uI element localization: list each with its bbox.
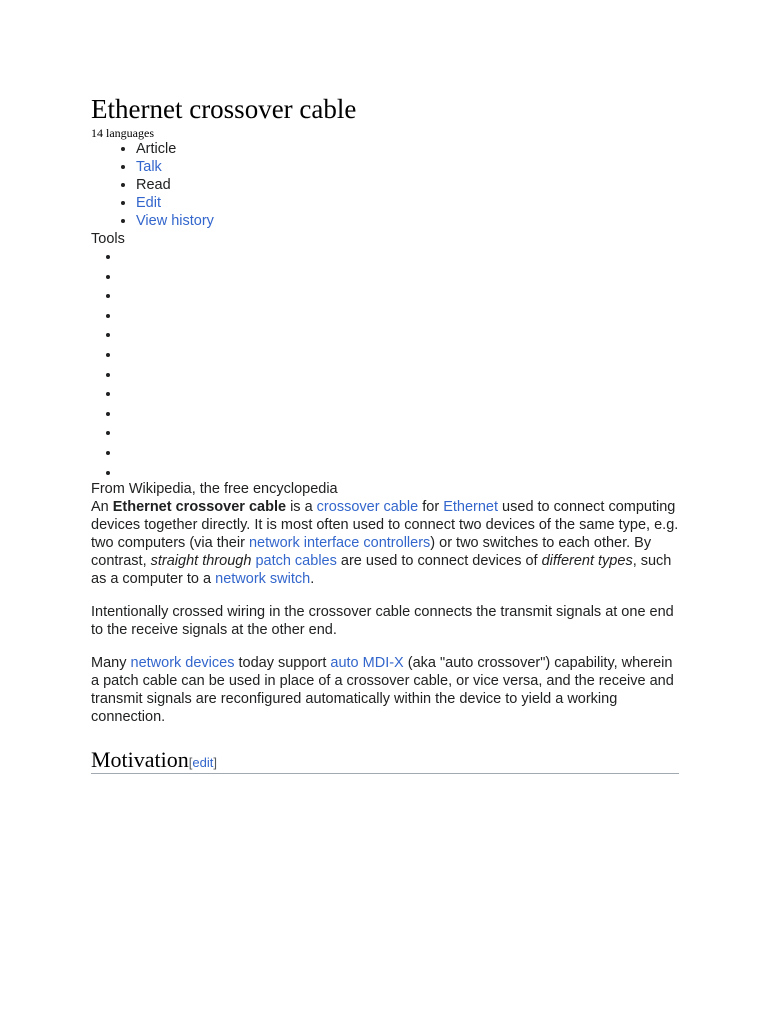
list-item[interactable] bbox=[121, 307, 679, 327]
text: An bbox=[91, 498, 113, 515]
tools-menu[interactable]: Tools bbox=[91, 231, 125, 247]
section-edit bbox=[189, 755, 217, 770]
text: today support bbox=[234, 654, 331, 671]
tab-article-label: Article bbox=[136, 141, 177, 157]
link-auto-mdi-x[interactable]: auto MDI-X bbox=[330, 654, 404, 671]
text: are used to connect devices of bbox=[336, 552, 542, 569]
list-item[interactable] bbox=[121, 287, 679, 307]
article-page bbox=[91, 92, 679, 774]
emphasis: straight through bbox=[150, 552, 252, 569]
tab-talk[interactable] bbox=[136, 158, 679, 176]
tools-list-secondary bbox=[91, 444, 679, 480]
tab-edit[interactable] bbox=[136, 194, 679, 212]
list-item[interactable] bbox=[121, 366, 679, 386]
tab-edit-link[interactable]: Edit bbox=[136, 195, 161, 211]
language-selector[interactable]: 14 languages bbox=[91, 126, 154, 140]
list-item[interactable] bbox=[121, 385, 679, 405]
text: Many bbox=[91, 654, 131, 671]
list-item[interactable] bbox=[121, 464, 679, 480]
text: (aka "auto crossover") capability, wherein a patch cable can be used in place of a crossover cable, or vice versa, and the receive and transmit signals are reconfigured automatically within the device to yield a working connection. bbox=[91, 654, 674, 725]
link-network-switch[interactable]: network switch bbox=[215, 570, 311, 587]
text: . bbox=[310, 570, 315, 587]
text: for bbox=[418, 498, 444, 515]
list-item[interactable] bbox=[121, 444, 679, 464]
auto-mdix-paragraph bbox=[91, 654, 679, 726]
list-item[interactable] bbox=[121, 248, 679, 268]
list-item[interactable] bbox=[121, 346, 679, 366]
tab-article[interactable] bbox=[136, 140, 679, 158]
bracket: ] bbox=[213, 754, 217, 770]
intro-paragraph bbox=[91, 498, 679, 588]
section-heading: Motivation bbox=[91, 746, 189, 772]
section-edit-link[interactable]: edit bbox=[192, 754, 214, 770]
bracket: [ bbox=[188, 754, 193, 770]
site-tagline: From Wikipedia, the free encyclopedia bbox=[91, 480, 338, 497]
list-item[interactable] bbox=[121, 424, 679, 444]
text: is a bbox=[286, 498, 317, 515]
emphasis: different types bbox=[541, 552, 633, 569]
tab-view-history[interactable] bbox=[136, 212, 679, 230]
list-item[interactable] bbox=[121, 326, 679, 346]
tab-talk-link[interactable]: Talk bbox=[136, 159, 162, 175]
link-network-devices[interactable]: network devices bbox=[130, 654, 235, 671]
link-crossover-cable[interactable]: crossover cable bbox=[316, 498, 419, 515]
list-item[interactable] bbox=[121, 268, 679, 288]
section-motivation bbox=[91, 748, 679, 774]
tab-view-history-link[interactable]: View history bbox=[136, 213, 214, 229]
tab-read-label: Read bbox=[136, 177, 171, 193]
tools-list bbox=[91, 248, 679, 444]
link-ethernet[interactable]: Ethernet bbox=[443, 498, 499, 515]
tab-read[interactable] bbox=[136, 176, 679, 194]
wiring-paragraph: Intentionally crossed wiring in the crossover cable connects the transmit signals at one end to the receive signals at the other end. bbox=[91, 603, 674, 638]
article-subject: Ethernet crossover cable bbox=[112, 498, 287, 515]
page-tabs bbox=[91, 140, 679, 230]
text: used to connect computing devices together directly. It is most often used to connect two devices of the same type, e.g. two computers (via their bbox=[91, 498, 679, 551]
link-network-interface-controllers[interactable]: network interface controllers bbox=[248, 534, 431, 551]
text: ) or two switches to each other. By contrast, bbox=[91, 534, 652, 569]
link-patch-cables[interactable]: patch cables bbox=[255, 552, 337, 569]
list-item[interactable] bbox=[121, 405, 679, 425]
page-title: Ethernet crossover cable bbox=[91, 94, 357, 124]
text: , such as a computer to a bbox=[91, 552, 672, 587]
